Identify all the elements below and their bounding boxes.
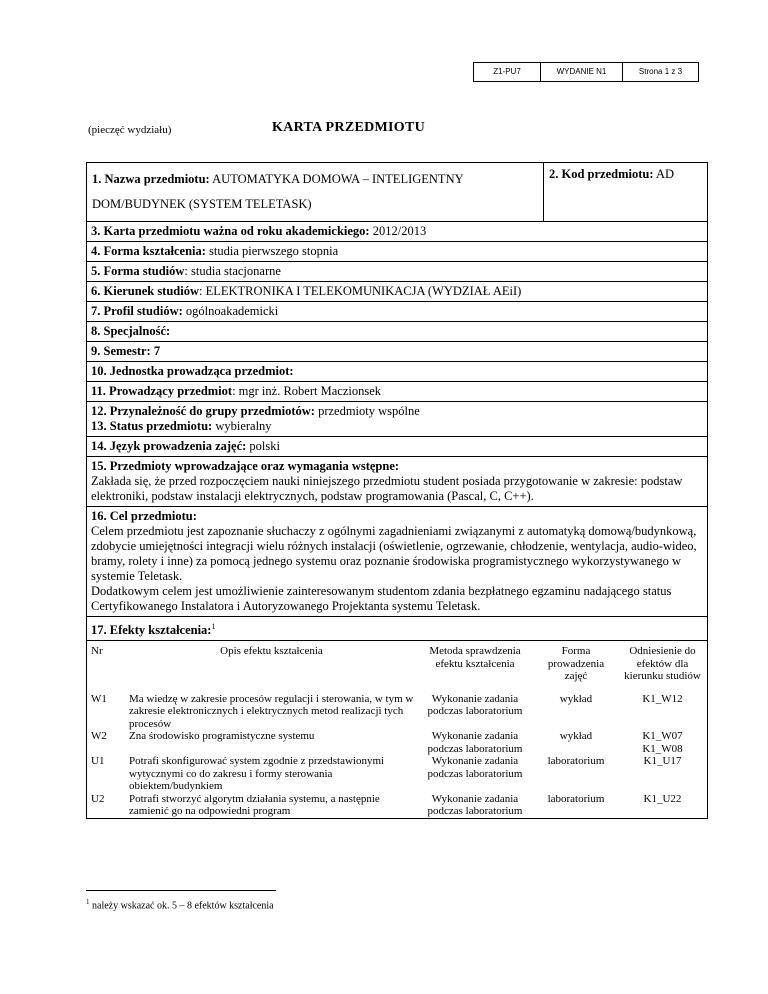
outcomes-section [87,640,707,818]
field-label: 6. Kierunek studiów [91,284,200,298]
field-value: AD [653,167,675,181]
cell-description: Zna środowisko programistyczne systemu [129,730,315,743]
field-value: wybieralny [212,419,272,433]
cell-method: Wykonanie zadania podczas laboratorium [427,692,523,718]
table-row [87,730,707,755]
course-card-table [86,162,708,819]
cell-reference: K1_U17 [643,755,682,768]
doc-page: Strona 1 z 3 [622,62,699,82]
course-name-cell [87,163,544,221]
field-label: 16. Cel przedmiotu: [91,509,197,523]
footnote-ref: 1 [211,622,216,631]
field-label: 7. Profil studiów: [91,304,183,318]
header-description: Opis efektu kształcenia [220,645,323,658]
field-value: przedmioty wspólne [314,404,420,418]
row-group [87,401,707,419]
field-label: 14. Język prowadzenia zajęć: [91,439,247,453]
table-row [87,793,707,818]
field-label: 4. Forma kształcenia: [91,244,206,258]
doc-code: Z1-PU7 [473,62,541,82]
field-label: 3. Karta przedmiotu ważna od roku akademickiego: [91,224,370,238]
doc-edition: WYDANIE N1 [540,62,623,82]
field-value: 2012/2013 [369,224,427,238]
row-study-form [87,261,707,281]
field-value-additional: Dodatkowym celem jest umożliwienie zainteresowanym studentom zdania bezpłatnego egzaminu nadającego status Certyfikowanego Instalatora i Autoryzowanego Projektanta systemu Teletask. [91,584,672,613]
cell-reference: K1_U22 [643,792,682,805]
field-value: : ELEKTRONIKA I TELEKOMUNIKACJA (WYDZIAŁ AEiI) [199,284,522,298]
cell-description: Potrafi stworzyć algorytm działania systemu, a następnie zamienić go na odpowiedni program [129,792,380,818]
row-learning-outcomes [87,616,707,640]
row-lecturer [87,381,707,401]
field-value: Zakłada się, że przed rozpoczęciem nauki niniejszego przedmiotu student posiada przygotowanie w zakresie: podstaw elektroniki, podstaw instalacji elektrycznych, podstaw programowania (Pascal, C, C++). [91,474,683,503]
header-reference: Odniesienie do efektów dla kierunku studiów [624,645,701,683]
cell-nr: U2 [91,792,105,805]
row-education-form [87,241,707,261]
footnote [86,898,274,911]
field-value: polski [246,439,280,453]
footnote-text: należy wskazać ok. 5 – 8 efektów kształcenia [89,900,274,912]
cell-method: Wykonanie zadania podczas laboratorium [427,755,523,780]
cell-method: Wykonanie zadania podczas laboratorium [427,730,523,755]
cell-form: laboratorium [547,755,605,768]
row-course-goal [87,506,707,616]
cell-nr: W1 [91,692,107,705]
footnote-separator [86,890,276,891]
cell-nr: U1 [91,755,105,768]
field-label: 12. Przynależność do grupy przedmiotów: [91,404,315,418]
cell-nr: W2 [91,730,107,743]
outcomes-header-row [87,641,707,693]
field-label: 15. Przedmioty wprowadzające oraz wymagania wstępne: [91,459,400,473]
field-label: 11. Prowadzący przedmiot [91,384,233,398]
row-course-name [87,163,707,221]
row-language [87,436,707,456]
page-title: KARTA PRZEDMIOTU [272,120,426,135]
header-nr: Nr [91,645,103,658]
cell-reference: K1_W12 [642,692,683,705]
field-value: : studia stacjonarne [184,264,281,278]
cell-form: laboratorium [547,792,605,805]
field-value: : mgr inż. Robert Maczionsek [232,384,381,398]
cell-description: Potrafi skonfigurować system zgodnie z przedstawionymi wytycznymi co do zakresu i formy sterowania obiektem/budynkiem [129,755,385,793]
field-value: ogólnoakademicki [182,304,279,318]
footnote-marker: 1 [86,898,90,906]
row-field-of-study [87,281,707,301]
row-unit [87,361,707,381]
header-form: Forma prowadzenia zajęć [547,645,605,683]
faculty-stamp-label: (pieczęć wydziału) [88,124,172,136]
header-method: Metoda sprawdzenia efektu kształcenia [429,645,521,670]
field-label: 10. Jednostka prowadząca przedmiot: [91,364,294,378]
row-study-profile [87,301,707,321]
field-value: Celem przedmiotu jest zapoznanie słuchaczy z ogólnymi zagadnieniami związanymi z automatyką domową/budynkową, zdobycie umiejętności integracji wielu różnych instalacji (oświetlenie, ogrzewanie, chłodzenie, wentylacja, audio-wideo, bramy, rolety i inne) za pomocą jednego systemu oraz poznanie środowiska programistycznego wykorzystywanego w systemie Teletask. [91,524,697,583]
field-label: 2. Kod przedmiotu: [549,167,654,181]
cell-form: wykład [559,730,593,743]
table-row [87,755,707,793]
document-header [474,62,699,82]
row-status [87,419,707,436]
row-semester [87,341,707,361]
field-label: 8. Specjalność: [91,324,171,338]
cell-reference: K1_W07 K1_W08 [642,730,683,755]
row-valid-from [87,221,707,241]
field-value: AUTOMATYKA DOMOWA – INTELIGENTNY DOM/BUDYNEK (SYSTEM TELETASK) [92,172,464,211]
field-label: 9. Semestr: 7 [91,344,161,358]
course-code-cell [544,163,679,221]
cell-form: wykład [559,692,593,705]
row-specialty [87,321,707,341]
field-value: studia pierwszego stopnia [205,244,339,258]
field-label: 13. Status przedmiotu: [91,419,213,433]
cell-description: Ma wiedzę w zakresie procesów regulacji i sterowania, w tym w zakresie elektronicznych i elektrycznych metod realizacji tych procesów [129,692,414,730]
field-label: 1. Nazwa przedmiotu: [92,172,210,186]
cell-method: Wykonanie zadania podczas laboratorium [427,792,523,818]
table-row [87,693,707,731]
outcomes-table [87,641,707,818]
field-label: 5. Forma studiów [91,264,185,278]
field-label: 17. Efekty kształcenia: [91,623,212,638]
row-prerequisites [87,456,707,506]
